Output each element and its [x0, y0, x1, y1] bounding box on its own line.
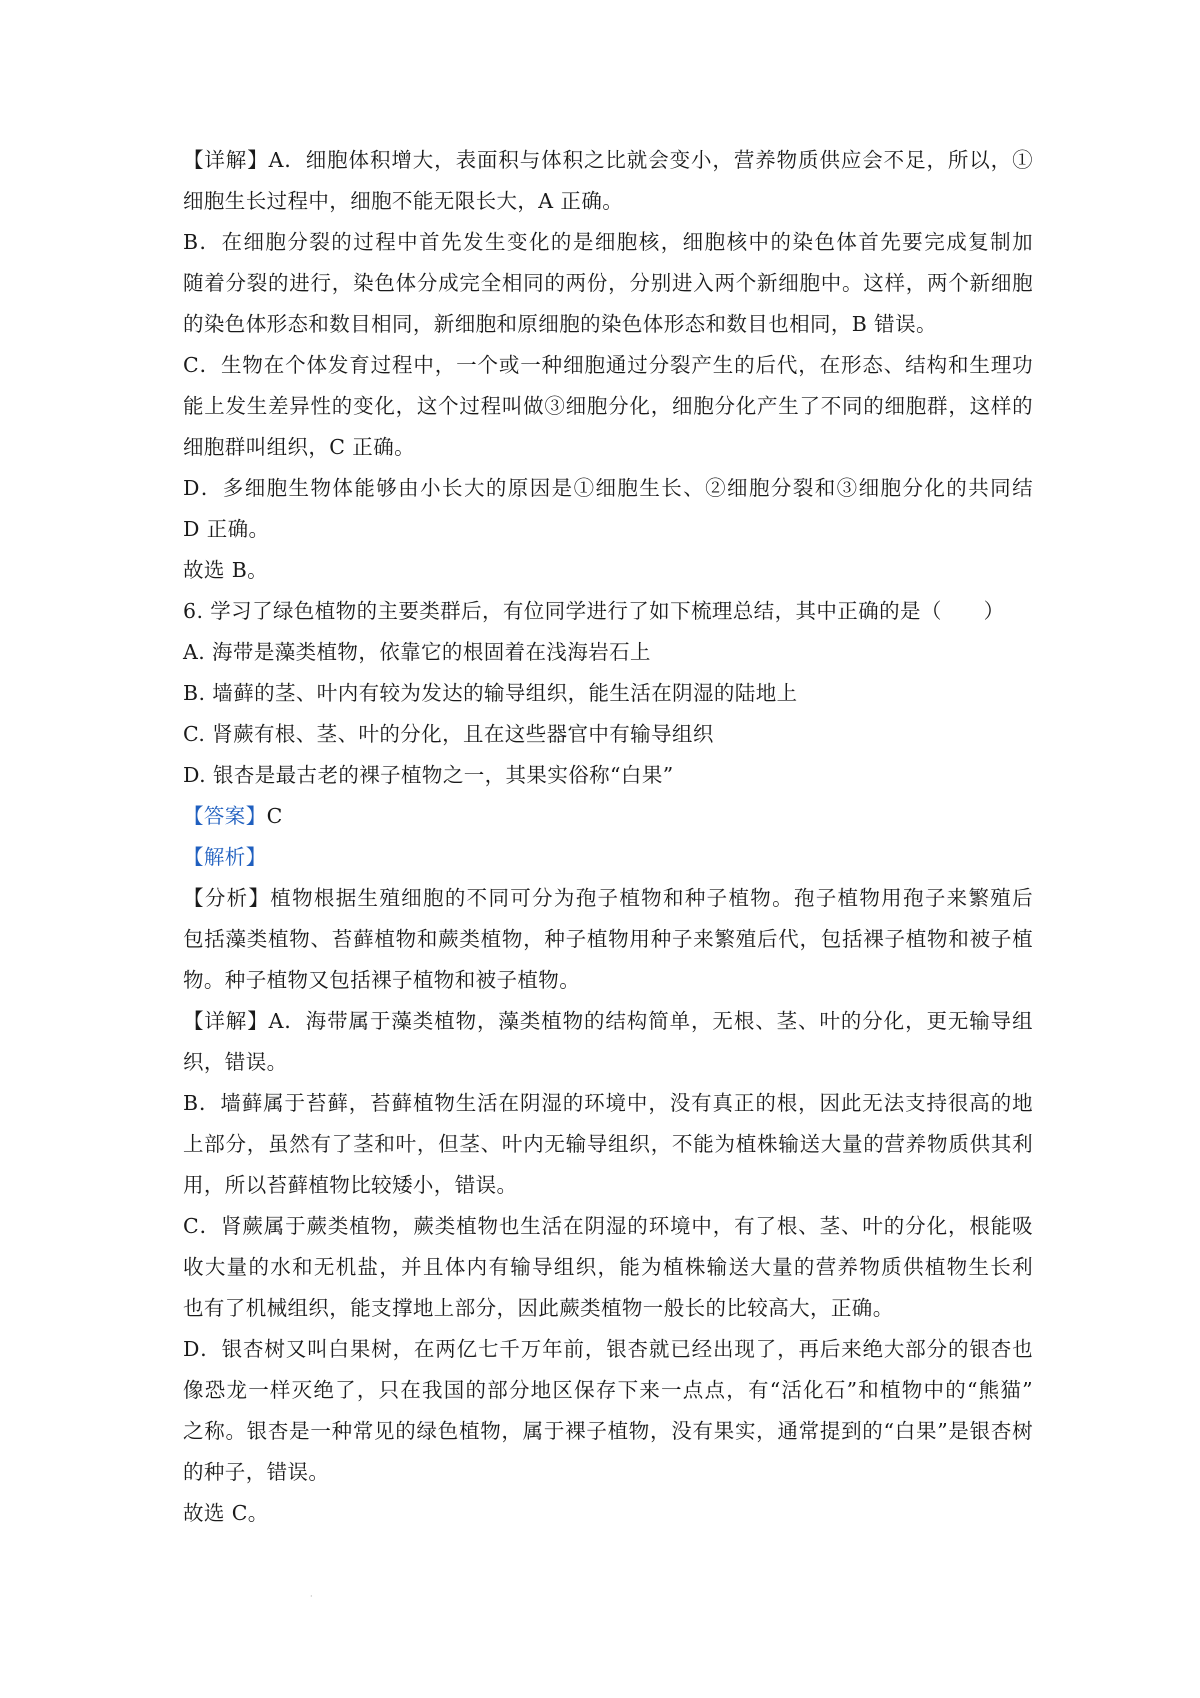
text-line: 【分析】植物根据生殖细胞的不同可分为孢子植物和种子植物。孢子植物用孢子来繁殖后 [183, 886, 1033, 910]
answer-label: 【答案】 [183, 804, 267, 828]
text-line: 包括藻类植物、苔藓植物和蕨类植物，种子植物用种子来繁殖后代，包括裸子植物和被子植 [183, 927, 1033, 951]
text-line: 之称。银杏是一种常见的绿色植物，属于裸子植物，没有果实，通常提到的“白果”是银杏树 [183, 1419, 1033, 1443]
question-6 [183, 591, 1033, 796]
option-d: D. 银杏是最古老的裸子植物之一，其果实俗称“白果” [183, 763, 674, 787]
document-page [183, 140, 1033, 1534]
text-line: 细胞生长过程中，细胞不能无限长大，A 正确。 [183, 189, 624, 213]
text-line: 用，所以苔藓植物比较矮小，错误。 [183, 1173, 518, 1197]
text-line: 能上发生差异性的变化，这个过程叫做③细胞分化，细胞分化产生了不同的细胞群，这样的 [183, 394, 1033, 418]
text-line: 织，错误。 [183, 1050, 288, 1074]
analysis-label: 【解析】 [183, 845, 267, 869]
option-b: B. 墙藓的茎、叶内有较为发达的输导组织，能生活在阴湿的陆地上 [183, 681, 798, 705]
text-line: 【详解】A．海带属于藻类植物，藻类植物的结构简单，无根、茎、叶的分化，更无输导组 [183, 1009, 1033, 1033]
analysis-paragraph [183, 878, 1033, 1001]
question-stem: 6. 学习了绿色植物的主要类群后，有位同学进行了如下梳理总结，其中正确的是（ ） [183, 599, 1005, 623]
text-line: B．在细胞分裂的过程中首先发生变化的是细胞核，细胞核中的染色体首先要完成复制加 [183, 230, 1033, 254]
detail-a-paragraph [183, 140, 1033, 222]
option-c: C. 肾蕨有根、茎、叶的分化，且在这些器官中有输导组织 [183, 722, 714, 746]
footer-mark: · [310, 1592, 313, 1601]
answer-value: C [266, 804, 283, 828]
text-line: C．肾蕨属于蕨类植物，蕨类植物也生活在阴湿的环境中，有了根、茎、叶的分化，根能吸 [183, 1214, 1033, 1238]
detail2-d-paragraph [183, 1329, 1033, 1493]
detail2-c-paragraph [183, 1206, 1033, 1329]
option-a: A. 海带是藻类植物，依靠它的根固着在浅海岩石上 [183, 640, 651, 664]
text-line: 的染色体形态和数目相同，新细胞和原细胞的染色体形态和数目也相同，B 错误。 [183, 312, 937, 336]
text-line: 收大量的水和无机盐，并且体内有输导组织，能为植株输送大量的营养物质供植物生长利 [183, 1255, 1033, 1279]
detail2-a-paragraph [183, 1001, 1033, 1083]
text-line: D．银杏树又叫白果树，在两亿七千万年前，银杏就已经出现了，再后来绝大部分的银杏也 [183, 1337, 1033, 1361]
detail-b-paragraph [183, 222, 1033, 345]
text-line: 【详解】A．细胞体积增大，表面积与体积之比就会变小，营养物质供应会不足，所以，① [183, 148, 1033, 172]
choice-conclusion: 故选 B。 [183, 558, 269, 582]
text-line: D．多细胞生物体能够由小长大的原因是①细胞生长、②细胞分裂和③细胞分化的共同结 [183, 476, 1033, 500]
text-line: 上部分，虽然有了茎和叶，但茎、叶内无输导组织，不能为植株输送大量的营养物质供其利 [183, 1132, 1033, 1156]
answer-line [183, 796, 1033, 837]
text-line: 像恐龙一样灭绝了，只在我国的部分地区保存下来一点点，有“活化石”和植物中的“熊猫” [183, 1378, 1033, 1402]
detail2-b-paragraph [183, 1083, 1033, 1206]
choice-conclusion: 故选 C。 [183, 1501, 269, 1525]
text-line: 细胞群叫组织，C 正确。 [183, 435, 416, 459]
text-line: C．生物在个体发育过程中，一个或一种细胞通过分裂产生的后代，在形态、结构和生理功 [183, 353, 1033, 377]
text-line: 随着分裂的进行，染色体分成完全相同的两份，分别进入两个新细胞中。这样，两个新细胞 [183, 271, 1033, 295]
text-line: D 正确。 [183, 517, 270, 541]
text-line: 物。种子植物又包括裸子植物和被子植物。 [183, 968, 581, 992]
text-line: 的种子，错误。 [183, 1460, 330, 1484]
text-line: B．墙藓属于苔藓，苔藓植物生活在阴湿的环境中，没有真正的根，因此无法支持很高的地 [183, 1091, 1033, 1115]
detail-d-paragraph [183, 468, 1033, 550]
detail-c-paragraph [183, 345, 1033, 468]
text-line: 也有了机械组织，能支撑地上部分，因此蕨类植物一般长的比较高大，正确。 [183, 1296, 894, 1320]
